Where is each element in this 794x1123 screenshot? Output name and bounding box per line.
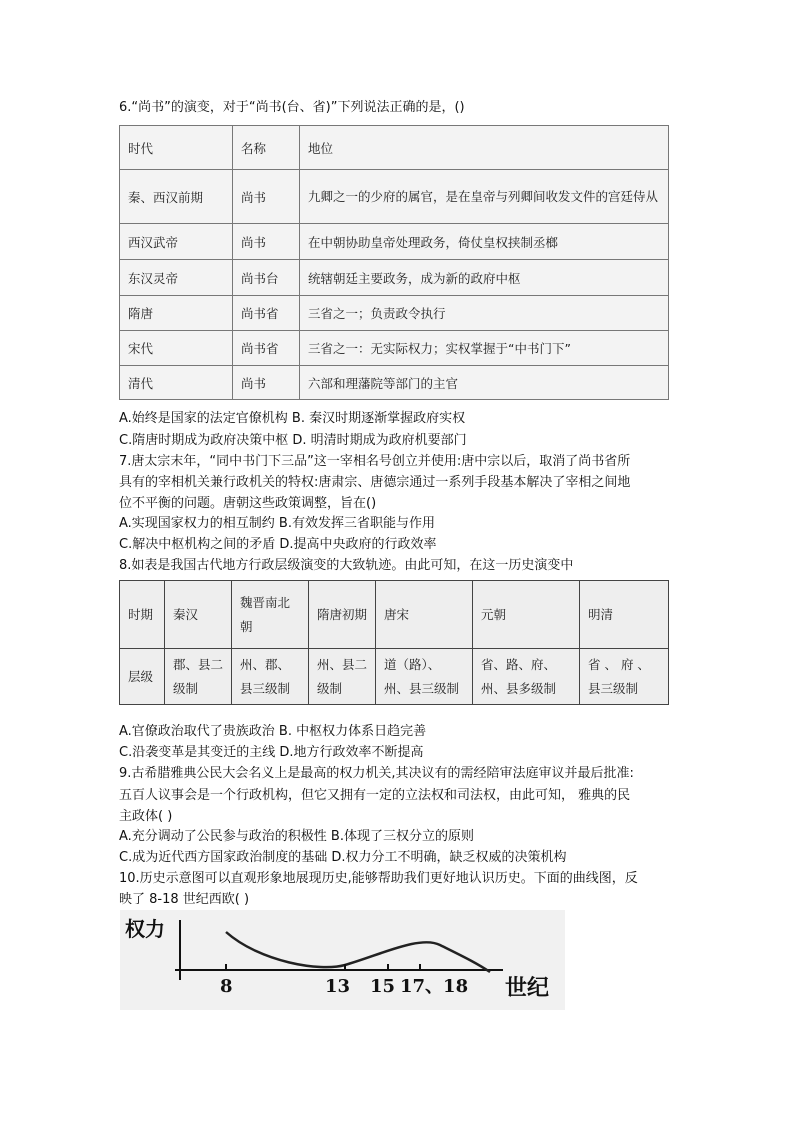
q7-stem-line: 7.唐太宗末年，“同中书门下三品”这一宰相名号创立并使用:唐中宗以后，取消了尚书省所 [119,454,631,469]
table-cell: 元朝 [473,581,580,649]
table-cell: 州、郡、县三级制 [232,649,309,705]
q6-stem: 6.“尚书”的演变，对于“尚书(台、省)”下列说法正确的是，() [119,100,465,115]
q8-option-line: A.官僚政治取代了贵族政治 B. 中枢权力体系日趋完善 [119,724,427,739]
q8-table [119,580,669,705]
table-cell: 明清 [580,581,669,649]
table-cell: 统辖朝廷主要政务，成为新的政府中枢 [300,260,669,296]
table-row [120,331,669,366]
table-header-cell: 时期 [120,581,165,649]
table-cell: 唐宋 [376,581,473,649]
table-cell: 西汉武帝 [120,224,233,260]
table-cell: 省、路、府、州、县多级制 [473,649,580,705]
q8-stem: 8.如表是我国古代地方行政层级演变的大致轨迹。由此可知，在这一历史演变中 [119,558,574,573]
table-row [120,581,669,649]
table-cell: 魏晋南北朝 [232,581,309,649]
q6-option-line: A.始终是国家的法定官僚机构 B. 秦汉时期逐渐掌握政府实权 [119,411,466,426]
tick-label: 15 [370,976,396,997]
table-cell: 秦、西汉前期 [120,170,233,224]
tick-label: 13 [325,976,351,997]
q7-stem-line: 位不平衡的问题。唐朝这些政策调整，旨在() [119,496,377,511]
table-cell: 九卿之一的少府的属官，是在皇帝与列卿间收发文件的宫廷侍从 [300,170,669,224]
q6-table [119,125,669,400]
q7-option-line: A.实现国家权力的相互制约 B.有效发挥三省职能与作用 [119,516,435,531]
q7-stem-line: 具有的宰相机关兼行政机关的特权:唐肃宗、唐德宗通过一系列手段基本解决了宰相之间地 [119,475,631,490]
table-header-cell: 名称 [233,126,300,170]
q10-stem-line: 10.历史示意图可以直观形象地展现历史,能够帮助我们更好地认识历史。下面的曲线图，反 [119,871,638,886]
table-header-cell: 层级 [120,649,165,705]
tick-label: 17、18 [400,976,469,997]
table-cell: 尚书省 [233,331,300,366]
table-cell: 三省之一；负责政令执行 [300,296,669,331]
q9-option-line: A.充分调动了公民参与政治的积极性 B.体现了三权分立的原则 [119,829,474,844]
q9-stem-line: 主政体( ) [119,809,173,824]
table-cell: 尚书 [233,170,300,224]
table-cell: 尚书台 [233,260,300,296]
table-cell: 东汉灵帝 [120,260,233,296]
table-row [120,224,669,260]
table-cell: 郡、县二级制 [165,649,232,705]
y-axis-label: 权力 [125,917,165,941]
q10-stem-line: 映了 8-18 世纪西欧( ) [119,892,250,907]
tick-label: 8 [220,976,233,997]
table-cell: 尚书省 [233,296,300,331]
table-header-cell: 地位 [300,126,669,170]
table-row [120,126,669,170]
table-cell: 隋唐初期 [309,581,376,649]
table-cell: 尚书 [233,224,300,260]
table-cell: 州、县二级制 [309,649,376,705]
table-cell: 省 、 府 、县三级制 [580,649,669,705]
q6-option-line: C.隋唐时期成为政府决策中枢 D. 明清时期成为政府机要部门 [119,433,467,448]
table-row [120,366,669,400]
q9-stem-line: 五百人议事会是一个行政机构，但它又拥有一定的立法权和司法权，由此可知， 雅典的民 [119,788,631,803]
table-row [120,649,669,705]
q9-option-line: C.成为近代西方国家政治制度的基础 D.权力分工不明确，缺乏权威的决策机构 [119,850,567,865]
table-cell: 六部和理藩院等部门的主官 [300,366,669,400]
table-cell: 三省之一：无实际权力；实权掌握于“中书门下” [300,331,669,366]
table-row [120,170,669,224]
power-curve-diagram [120,910,565,1010]
table-row [120,296,669,331]
q8-option-line: C.沿袭变革是其变迁的主线 D.地方行政效率不断提高 [119,745,424,760]
table-cell: 秦汉 [165,581,232,649]
x-axis-label: 世纪 [505,975,550,1001]
table-cell: 宋代 [120,331,233,366]
table-cell: 清代 [120,366,233,400]
table-cell: 在中朝协助皇帝处理政务，倚仗皇权挟制丞榔 [300,224,669,260]
q9-stem-line: 9.古希腊雅典公民大会名义上是最高的权力机关,其决议有的需经陪审法庭审议并最后批准: [119,766,634,781]
table-header-cell: 时代 [120,126,233,170]
table-cell: 隋唐 [120,296,233,331]
table-row [120,260,669,296]
table-cell: 尚书 [233,366,300,400]
table-cell: 道（路）、州、县三级制 [376,649,473,705]
q7-option-line: C.解决中枢机构之间的矛盾 D.提高中央政府的行政效率 [119,537,437,552]
